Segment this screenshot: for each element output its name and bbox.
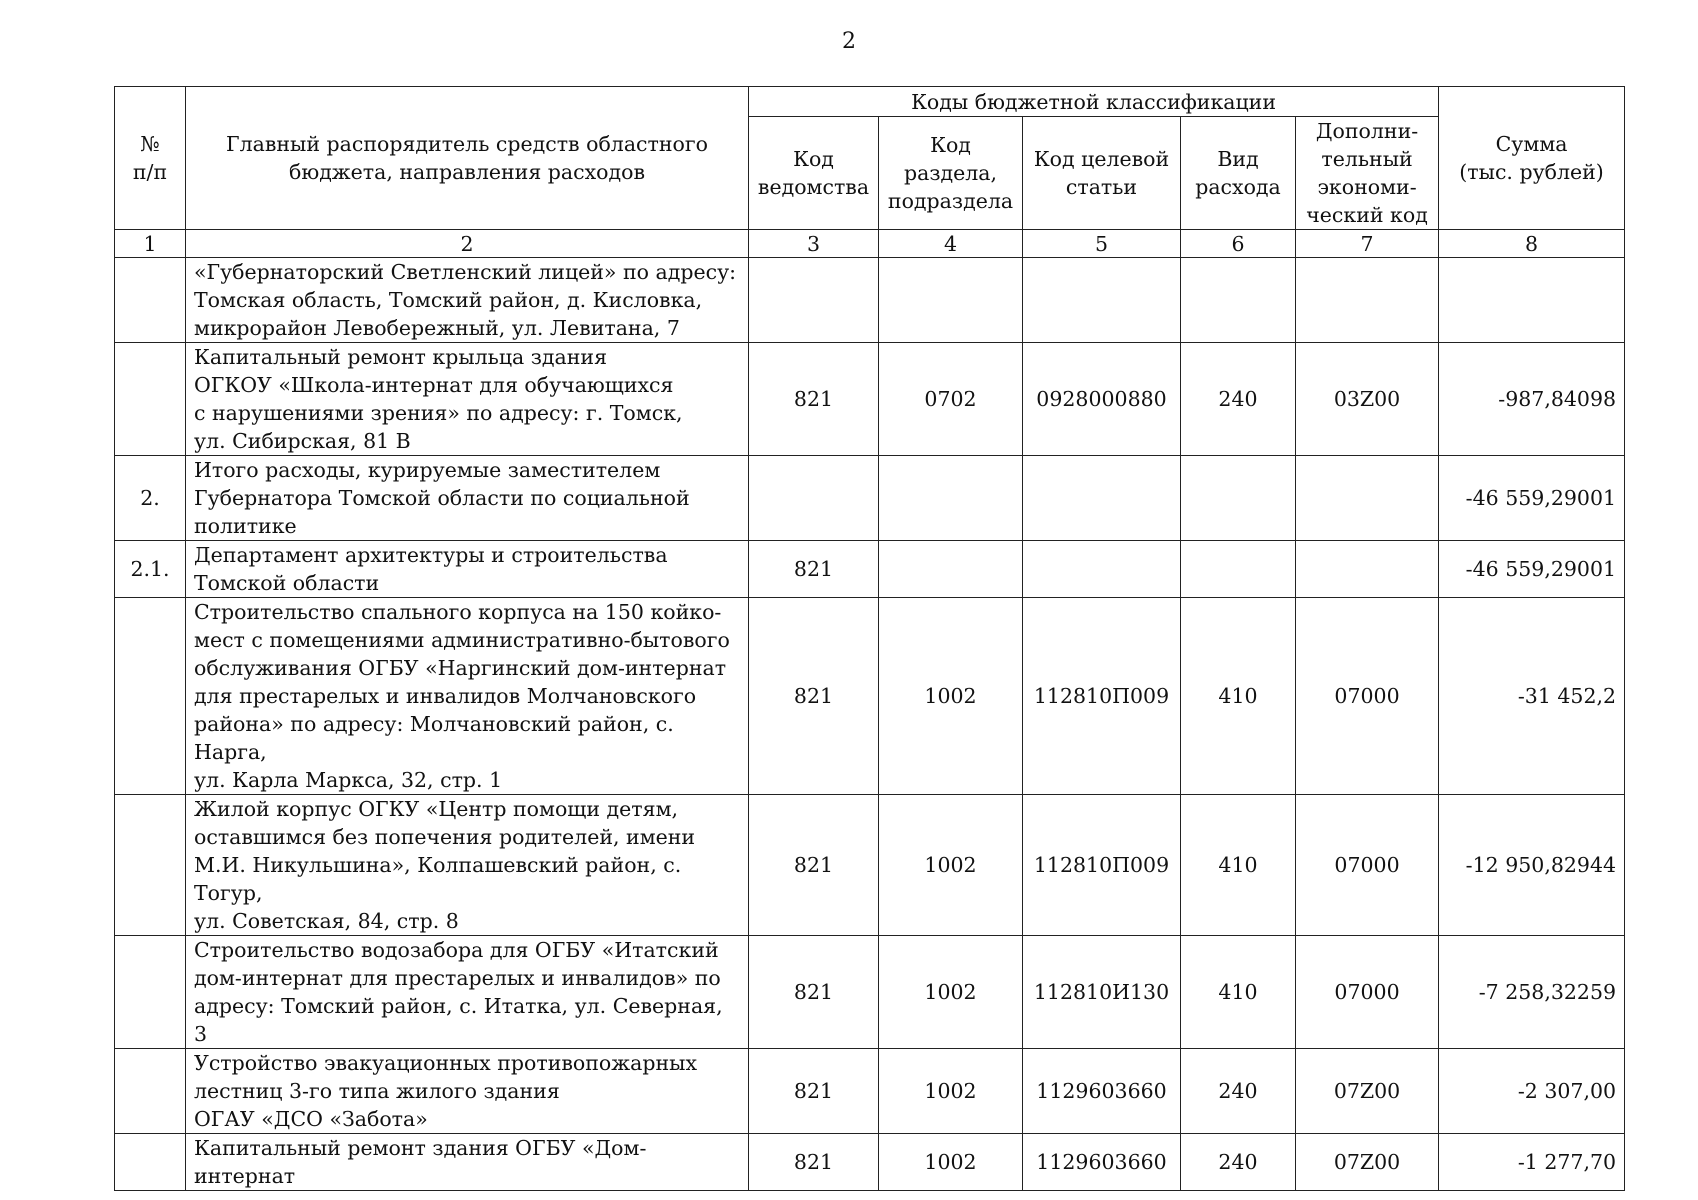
row-section-code: 1002 bbox=[879, 598, 1023, 795]
table-row bbox=[115, 456, 1625, 541]
row-amount: -46 559,29001 bbox=[1439, 456, 1625, 541]
row-num bbox=[115, 936, 186, 1049]
row-num bbox=[115, 1049, 186, 1134]
header-dept-code: Код ведомства bbox=[749, 117, 879, 230]
row-expense-type: 410 bbox=[1181, 598, 1296, 795]
row-target-code: 1129603660 bbox=[1023, 1134, 1181, 1191]
row-amount: -46 559,29001 bbox=[1439, 541, 1625, 598]
row-num bbox=[115, 258, 186, 343]
row-extra-code bbox=[1296, 541, 1439, 598]
row-dept-code bbox=[749, 258, 879, 343]
row-amount: -987,84098 bbox=[1439, 343, 1625, 456]
row-dept-code: 821 bbox=[749, 598, 879, 795]
header-num: № п/п bbox=[115, 87, 186, 230]
budget-table bbox=[114, 86, 1625, 1191]
header-expense-type: Вид расхода bbox=[1181, 117, 1296, 230]
row-extra-code bbox=[1296, 258, 1439, 343]
header-target-code: Код целевой статьи bbox=[1023, 117, 1181, 230]
row-num bbox=[115, 343, 186, 456]
table-row bbox=[115, 1049, 1625, 1134]
column-number: 6 bbox=[1181, 230, 1296, 258]
table-row bbox=[115, 258, 1625, 343]
row-target-code bbox=[1023, 456, 1181, 541]
row-name: Жилой корпус ОГКУ «Центр помощи детям, оставшимся без попечения родителей, имени М.И. Никульшина», Колпашевский район, с. Тогур, ул. Советская, 84, стр. 8 bbox=[186, 795, 749, 936]
row-target-code bbox=[1023, 541, 1181, 598]
row-amount: -31 452,2 bbox=[1439, 598, 1625, 795]
table-row bbox=[115, 795, 1625, 936]
table-row bbox=[115, 1134, 1625, 1191]
row-extra-code bbox=[1296, 456, 1439, 541]
row-name: Строительство спального корпуса на 150 койко- мест с помещениями административно-бытового обслуживания ОГБУ «Наргинский дом-интернат для престарелых и инвалидов Молчановского района» по адресу: Молчановский район, с. Нарга, ул. Карла Маркса, 32, стр. 1 bbox=[186, 598, 749, 795]
row-num: 2. bbox=[115, 456, 186, 541]
row-expense-type: 240 bbox=[1181, 343, 1296, 456]
row-amount: -1 277,70 bbox=[1439, 1134, 1625, 1191]
column-number: 8 bbox=[1439, 230, 1625, 258]
row-expense-type bbox=[1181, 541, 1296, 598]
row-section-code: 1002 bbox=[879, 795, 1023, 936]
row-target-code: 1129603660 bbox=[1023, 1049, 1181, 1134]
row-num bbox=[115, 598, 186, 795]
row-section-code: 1002 bbox=[879, 1134, 1023, 1191]
row-section-code: 1002 bbox=[879, 936, 1023, 1049]
row-extra-code: 07000 bbox=[1296, 598, 1439, 795]
row-extra-code: 03Z00 bbox=[1296, 343, 1439, 456]
row-expense-type: 410 bbox=[1181, 936, 1296, 1049]
row-extra-code: 07000 bbox=[1296, 936, 1439, 1049]
header-extra-code: Дополни- тельный экономи- ческий код bbox=[1296, 117, 1439, 230]
row-dept-code bbox=[749, 456, 879, 541]
column-number: 5 bbox=[1023, 230, 1181, 258]
column-number: 4 bbox=[879, 230, 1023, 258]
header-section-code: Код раздела, подраздела bbox=[879, 117, 1023, 230]
row-dept-code: 821 bbox=[749, 1134, 879, 1191]
table-row bbox=[115, 598, 1625, 795]
row-extra-code: 07000 bbox=[1296, 795, 1439, 936]
table-row bbox=[115, 343, 1625, 456]
column-number-row bbox=[115, 230, 1625, 258]
row-name: Итого расходы, курируемые заместителем Губернатора Томской области по социальной политике bbox=[186, 456, 749, 541]
row-target-code: 0928000880 bbox=[1023, 343, 1181, 456]
row-amount: -2 307,00 bbox=[1439, 1049, 1625, 1134]
row-name: Устройство эвакуационных противопожарных лестниц 3-го типа жилого здания ОГАУ «ДСО «Забота» bbox=[186, 1049, 749, 1134]
row-amount: -7 258,32259 bbox=[1439, 936, 1625, 1049]
header-codes-group: Коды бюджетной классификации bbox=[749, 87, 1439, 117]
row-section-code bbox=[879, 456, 1023, 541]
row-name: Строительство водозабора для ОГБУ «Итатский дом-интернат для престарелых и инвалидов» по адресу: Томский район, с. Итатка, ул. Северная, 3 bbox=[186, 936, 749, 1049]
row-expense-type: 410 bbox=[1181, 795, 1296, 936]
row-num: 2.1. bbox=[115, 541, 186, 598]
header-amount: Сумма (тыс. рублей) bbox=[1439, 87, 1625, 230]
row-name: Департамент архитектуры и строительства Томской области bbox=[186, 541, 749, 598]
row-section-code: 0702 bbox=[879, 343, 1023, 456]
row-num bbox=[115, 795, 186, 936]
table-row bbox=[115, 936, 1625, 1049]
column-number: 7 bbox=[1296, 230, 1439, 258]
row-target-code bbox=[1023, 258, 1181, 343]
header-row-1 bbox=[115, 87, 1625, 117]
row-target-code: 112810И130 bbox=[1023, 936, 1181, 1049]
header-main: Главный распорядитель средств областного бюджета, направления расходов bbox=[186, 87, 749, 230]
row-amount bbox=[1439, 258, 1625, 343]
row-section-code bbox=[879, 541, 1023, 598]
column-number: 3 bbox=[749, 230, 879, 258]
row-dept-code: 821 bbox=[749, 936, 879, 1049]
row-dept-code: 821 bbox=[749, 343, 879, 456]
column-number: 2 bbox=[186, 230, 749, 258]
table-row bbox=[115, 541, 1625, 598]
row-dept-code: 821 bbox=[749, 1049, 879, 1134]
row-name: Капитальный ремонт здания ОГБУ «Дом-интернат bbox=[186, 1134, 749, 1191]
row-expense-type bbox=[1181, 258, 1296, 343]
row-section-code: 1002 bbox=[879, 1049, 1023, 1134]
row-name: Капитальный ремонт крыльца здания ОГКОУ «Школа-интернат для обучающихся с нарушениями зрения» по адресу: г. Томск, ул. Сибирская, 81 В bbox=[186, 343, 749, 456]
row-dept-code: 821 bbox=[749, 795, 879, 936]
row-section-code bbox=[879, 258, 1023, 343]
row-target-code: 112810П009 bbox=[1023, 795, 1181, 936]
page-number: 2 bbox=[842, 29, 856, 54]
row-expense-type: 240 bbox=[1181, 1134, 1296, 1191]
row-name: «Губернаторский Светленский лицей» по адресу: Томская область, Томский район, д. Кисловка, микрорайон Левобережный, ул. Левитана, 7 bbox=[186, 258, 749, 343]
row-target-code: 112810П009 bbox=[1023, 598, 1181, 795]
row-extra-code: 07Z00 bbox=[1296, 1049, 1439, 1134]
column-number: 1 bbox=[115, 230, 186, 258]
row-expense-type bbox=[1181, 456, 1296, 541]
row-expense-type: 240 bbox=[1181, 1049, 1296, 1134]
row-num bbox=[115, 1134, 186, 1191]
row-dept-code: 821 bbox=[749, 541, 879, 598]
row-amount: -12 950,82944 bbox=[1439, 795, 1625, 936]
row-extra-code: 07Z00 bbox=[1296, 1134, 1439, 1191]
